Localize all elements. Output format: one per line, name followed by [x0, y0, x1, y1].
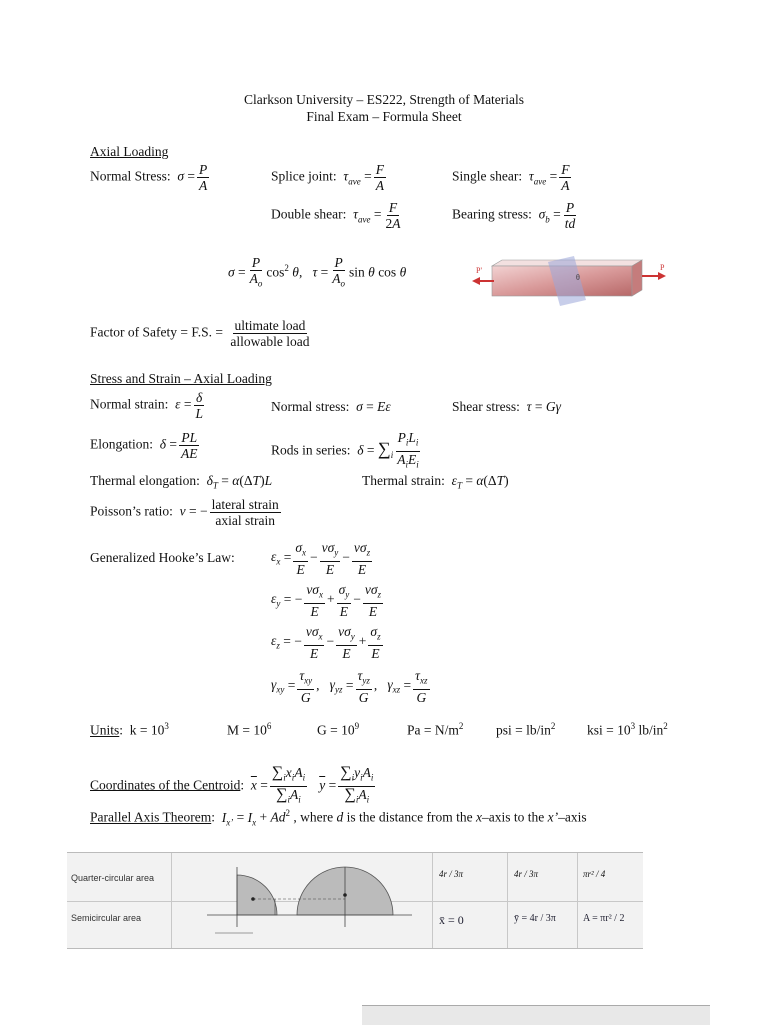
row-quarter-label: Quarter-circular area	[71, 873, 155, 883]
units-m-exp: 6	[266, 721, 272, 731]
fos-denominator: allowable load	[230, 334, 310, 349]
parallel-axis-label: Parallel Axis Theorem	[90, 809, 212, 825]
fos-numerator: ultimate load	[234, 318, 306, 333]
normal-stress-label-2: Normal stress:	[271, 399, 350, 414]
pa-tail-d: d	[336, 809, 344, 825]
pa-tail-b: is the distance from the	[343, 809, 476, 825]
hooke-epsilon-z: $\varepsilon_z$ = − $\frac{\nu\sigma_x}{E}$ − $\frac{\nu\sigma_y}{E}$ + $\frac{\sigma_z}{E}$	[271, 624, 381, 661]
units-ksi-tail-exp: 2	[663, 721, 668, 731]
thermal-elongation-formula: Thermal elongation: $\delta_T = \alpha(\Delta T)L$	[90, 473, 273, 491]
hooke-label: Generalized Hooke’s Law:	[90, 550, 235, 565]
hooke-gamma: $\gamma_{xy}$ = $\frac{\tau_{xy}}{G}$ , $\gamma_{yz}$ = $\frac{\tau_{yz}}{G}$ , $\gamma_{xz}$ = $\frac{\tau_{xz}}{G}$	[271, 668, 428, 705]
rods-series-formula: Rods in series: $\delta = \sum_i$ $\frac{P_iL_i}{A_iE_i}$	[271, 430, 419, 470]
normal-stress-label: Normal Stress:	[90, 168, 171, 184]
units-g: G = 10	[317, 722, 355, 738]
hooke-epsilon-x: $\varepsilon_x$ = $\frac{\sigma_x}{E}$ − $\frac{\nu\sigma_y}{E}$ − $\frac{\nu\sigma_z}{E}$	[271, 540, 371, 577]
factor-of-safety-formula	[90, 318, 314, 349]
quarter-circle-shape	[237, 875, 277, 915]
units-m: M = 10	[227, 722, 267, 738]
splice-joint-formula: Splice joint: $\tau_{ave}$ = $\frac{F}{A}$	[271, 162, 384, 193]
thermal-strain-label: Thermal strain:	[362, 473, 445, 488]
table-col-divider-1	[171, 853, 172, 948]
bearing-stress-formula: Bearing stress: $\sigma_b$ = $\frac{P}{td}$	[452, 200, 576, 231]
units-label: Units	[90, 722, 120, 738]
axial-heading: Axial Loading	[90, 144, 169, 159]
normal-strain-label: Normal strain:	[90, 396, 169, 412]
semi-xbar-value: x̄ = 0	[439, 913, 464, 927]
semi-ybar-value: ȳ = 4r / 3π	[514, 913, 556, 924]
header-line-1: Clarkson University – ES222, Strength of Materials	[243, 92, 525, 107]
centroid-dot-quarter	[251, 897, 255, 901]
pa-tail-a: , where	[293, 809, 337, 825]
parallel-axis-formula: Parallel Axis Theorem: $I_{x’} = I_x + Ad^2$ , where d is the distance from the x–axis to the x’–axis	[90, 808, 587, 828]
centroid-table	[67, 852, 643, 949]
axial-bar-diagram	[470, 256, 672, 306]
table-col-divider-2	[432, 853, 433, 948]
units-psi	[496, 718, 555, 739]
pa-tail-x2: x’	[547, 809, 559, 825]
units-row: Units: $k = 10^3$	[90, 721, 169, 738]
units-k-exp: 3	[164, 721, 169, 731]
quarter-xbar-value: 4r / 3π	[439, 869, 464, 879]
single-shear-formula: Single shear: $\tau_{ave}$ = $\frac{F}{A}$	[452, 162, 570, 193]
shear-stress-formula: Shear stress: τ = Gγ	[452, 399, 561, 414]
poisson-formula: Poisson’s ratio: ν = − $\frac{\text{lateral strain}}{\text{axial strain}}$	[90, 497, 279, 528]
rods-series-label: Rods in series:	[271, 442, 351, 458]
right-arrow-head	[658, 272, 666, 280]
quarter-ybar-value: 4r / 3π	[514, 869, 539, 879]
normal-stress-formula: Normal Stress: σ = $\frac{P}{A}$	[90, 162, 208, 193]
units-mega	[227, 718, 271, 739]
theta-label: θ	[576, 273, 580, 282]
poisson-numerator: lateral strain	[211, 497, 279, 512]
semi-area-value: A = πr² / 2	[583, 913, 625, 924]
units-pa-exp: 2	[458, 721, 464, 731]
units-ksi	[587, 718, 668, 739]
elongation-label: Elongation:	[90, 436, 153, 452]
units-ksi-exp: 3	[630, 721, 636, 731]
pa-tail-x: x	[475, 809, 482, 825]
pa-tail-c: –axis to the	[481, 809, 548, 825]
thermal-elongation-label: Thermal elongation:	[90, 473, 200, 488]
units-pascal	[407, 718, 463, 739]
fos-label: Factor of Safety = F.S. =	[90, 324, 224, 340]
table-col-divider-3	[507, 853, 508, 948]
bar-side	[632, 260, 642, 296]
units-giga	[317, 718, 359, 739]
quarter-area-value: πr² / 4	[583, 869, 606, 879]
header-line-2: Final Exam – Formula Sheet	[306, 109, 462, 124]
centroid-label: Coordinates of the Centroid	[90, 777, 241, 793]
pa-tail-d2: –axis	[558, 809, 587, 825]
units-pa: Pa = N/m	[407, 722, 459, 738]
units-psi-text: psi = lb/in	[496, 722, 551, 738]
centroid-formula: Coordinates of the Centroid: $\overline{x}$ = $\frac{\sum_ix_iA_i}{\sum_iA_i}$ $\overline{y}$ = $\frac{\sum_iy_iA_i}{\sum_iA_i}$	[90, 764, 374, 805]
centroid-dot-semi	[343, 893, 347, 897]
units-ksi-tail: lb/in	[635, 722, 664, 738]
poisson-denominator: axial strain	[215, 513, 275, 528]
right-load-label: P	[660, 263, 665, 272]
poisson-label: Poisson’s ratio:	[90, 503, 173, 519]
splice-joint-label: Splice joint:	[271, 168, 337, 184]
row-semi-label: Semicircular area	[71, 913, 142, 923]
thermal-strain-formula: Thermal strain: $\varepsilon_T = \alpha(\Delta T)$	[362, 473, 509, 491]
left-arrow-head	[472, 277, 480, 285]
left-load-label: P'	[476, 266, 482, 275]
double-shear-formula: Double shear: $\tau_{ave}$ = $\frac{F}{2A}$	[271, 200, 401, 231]
normal-stress-hooke-formula: Normal stress: σ = Eε	[271, 399, 391, 414]
oblique-plane-formula: σ = $\frac{P}{A_o}$ $\cos^2 \theta$, τ = $\frac{P}{A_o}$ sin θ cos θ	[228, 255, 407, 289]
units-k: k = 10	[129, 722, 165, 738]
table-shapes	[197, 857, 427, 945]
bearing-stress-label: Bearing stress:	[452, 206, 532, 222]
single-shear-label: Single shear:	[452, 168, 523, 184]
units-ksi-text: ksi = 10	[587, 722, 631, 738]
bottom-table-fragment	[362, 1005, 710, 1025]
units-g-exp: 9	[354, 721, 360, 731]
normal-strain-formula: Normal strain: ε = $\frac{\delta}{L}$	[90, 390, 203, 421]
double-shear-label: Double shear:	[271, 206, 347, 222]
hooke-epsilon-y: $\varepsilon_y$ = − $\frac{\nu\sigma_x}{E}$ + $\frac{\sigma_y}{E}$ − $\frac{\nu\sigma_z}{E}$	[271, 582, 382, 619]
table-col-divider-4	[577, 853, 578, 948]
stress-strain-heading: Stress and Strain – Axial Loading	[90, 371, 272, 386]
units-psi-exp: 2	[550, 721, 556, 731]
elongation-formula: Elongation: δ = $\frac{PL}{AE}$	[90, 430, 198, 461]
shear-stress-label: Shear stress:	[452, 399, 520, 414]
